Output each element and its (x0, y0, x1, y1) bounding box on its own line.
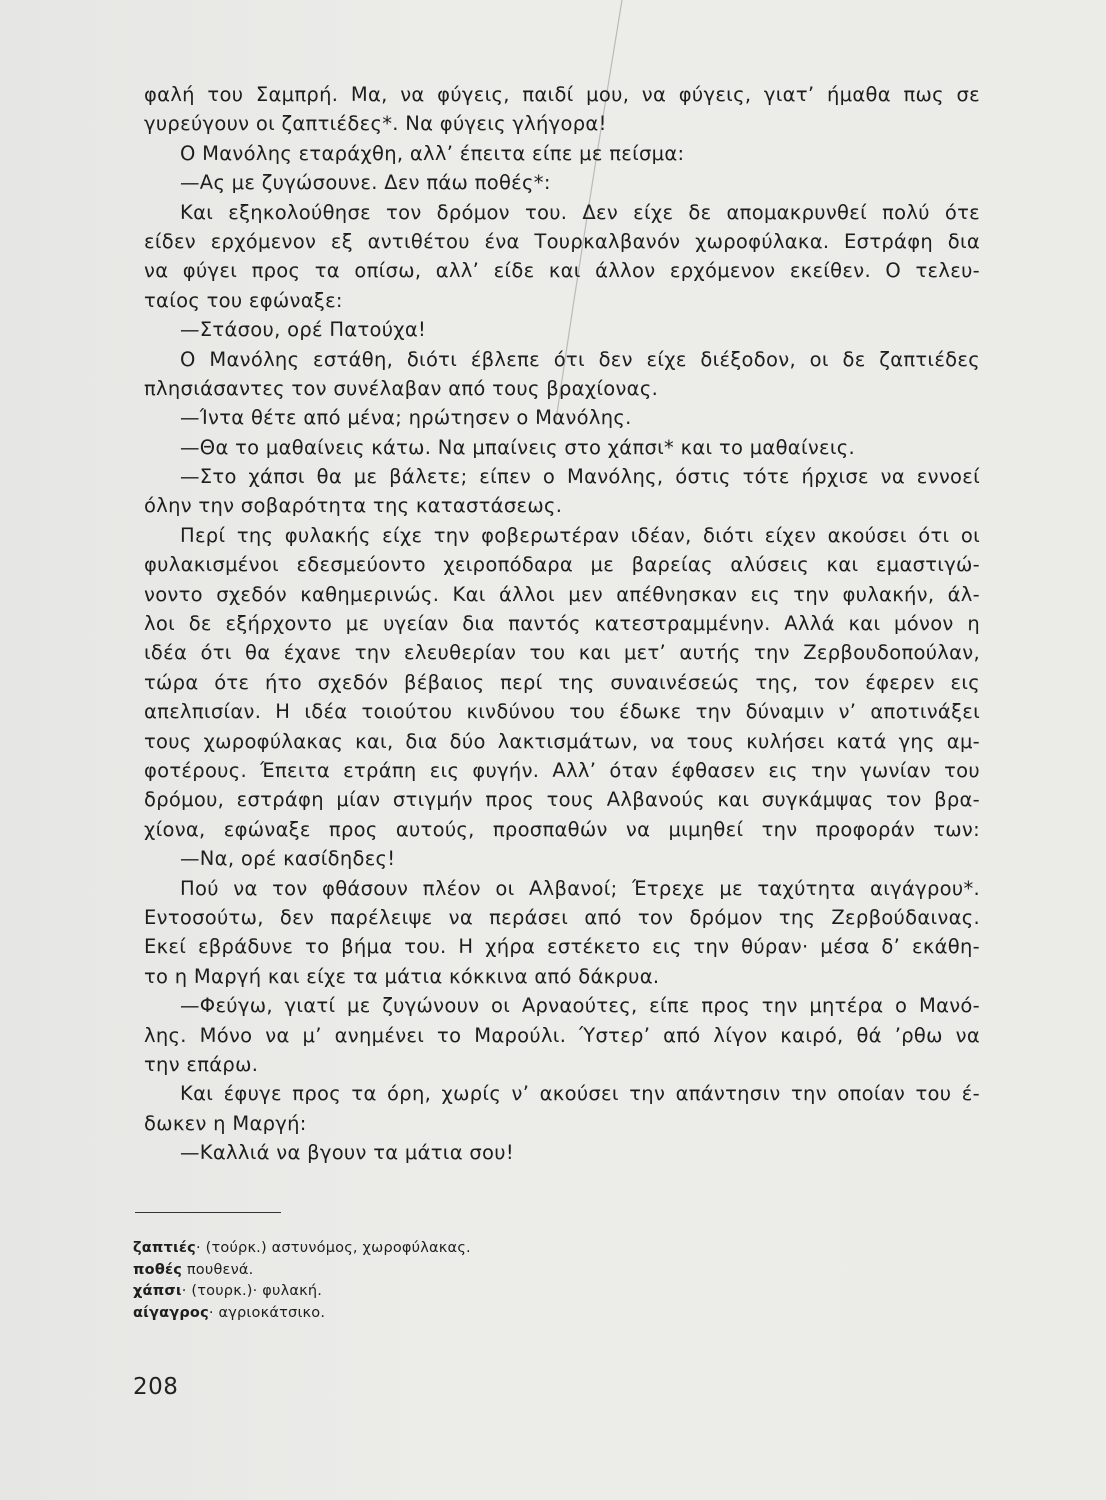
text-line: —Ας με ζυγώσουνε. Δεν πάω ποθές*: (180, 171, 551, 195)
text-line: δρόμου, εστράφη μίαν στιγμήν προς τους Αλβανούς και συγκάμψας τον βρα- (144, 788, 980, 812)
text-line: φαλή του Σαμπρή. Μα, να φύγεις, παιδί μου, να φύγεις, γιατ’ ήμαθα πως σε (144, 83, 980, 106)
footnote-definition: · (τουρκ.)· φυλακή. (181, 1283, 323, 1299)
footnotes (133, 1238, 733, 1324)
text-line: την επάρω. (144, 1052, 259, 1076)
text-line: όλην την σοβαρότητα της καταστάσεως. (144, 494, 563, 518)
text-line: χίονα, εφώναξε προς αυτούς, προσπαθών να μιμηθεί την προφοράν των: (144, 817, 980, 841)
text-line: —Καλλιά να βγουν τα μάτια σου! (180, 1141, 514, 1165)
text-line: Εκεί εβράδυνε το βήμα του. Η χήρα εστέκετο εις την θύραν· μέσα δ’ εκάθη- (144, 935, 980, 959)
text-line: απελπισίαν. Η ιδέα τοιούτου κινδύνου του έδωκε την δύναμιν ν’ αποτινάξει (144, 700, 980, 724)
text-line: φυλακισμένοι εδεσμεύοντο χειροπόδαρα με βαρείας αλύσεις και εμαστιγώ- (144, 553, 980, 577)
page-number: 208 (133, 1374, 179, 1400)
text-line: —Ίντα θέτε από μένα; ηρώτησεν ο Μανόλης. (180, 406, 632, 430)
text-line: —Να, ορέ κασίδηδες! (180, 847, 396, 871)
footnote-term: ζαπτιές (133, 1240, 196, 1256)
text-line: είδεν ερχόμενον εξ αντιθέτου ένα Τουρκαλβανόν χωροφύλακα. Εστράφη δια (144, 229, 980, 253)
text-line: —Στο χάπσι θα με βάλετε; είπεν ο Μανόλης, όστις τότε ήρχισε να εννοεί (180, 465, 980, 489)
text-line: Πού να τον φθάσουν πλέον οι Αλβανοί; Έτρεχε με ταχύτητα αιγάγρου*. (180, 876, 980, 900)
footnote-definition: πουθενά. (182, 1261, 254, 1278)
text-line: —Στάσου, ορέ Πατούχα! (180, 318, 427, 342)
text-line: ταίος του εφώναξε: (144, 288, 343, 312)
text-line: —Φεύγω, γιατί με ζυγώνουν οι Αρναούτες, είπε προς την μητέρα ο Μανό- (180, 994, 980, 1018)
footnote-term: ποθές (133, 1261, 183, 1278)
text-line: γυρεύγουν οι ζαπτιέδες*. Να φύγεις γλήγορα! (144, 112, 607, 136)
text-line: ιδέα ότι θα έχανε την ελευθερίαν του και μετ’ αυτής την Ζερβουδοπούλαν, (144, 641, 980, 665)
text-line: τους χωροφύλακας και, δια δύο λακτισμάτων, να τους κυλήσει κατά γης αμ- (144, 729, 980, 753)
text-line: Ο Μανόλης εταράχθη, αλλ’ έπειτα είπε με πείσμα: (180, 141, 685, 165)
text-line: πλησιάσαντες τον συνέλαβαν από τους βραχίονας. (144, 376, 659, 400)
text-line: Ο Μανόλης εστάθη, διότι έβλεπε ότι δεν είχε διέξοδον, οι δε ζαπτιέδες (180, 347, 980, 371)
text-line: λοι δε εξήρχοντο με υγείαν δια παντός κατεστραμμένην. Αλλά και μόνον η (144, 612, 980, 636)
text-line: λης. Μόνο να μ’ ανημένει το Μαρούλι. Ύστερ’ από λίγον καιρό, θά ’ρθω να (144, 1023, 980, 1047)
text-line: τώρα ότε ήτο σχεδόν βέβαιος περί της συναινέσεώς της, τον έφερεν εις (144, 670, 980, 694)
footnote-item (133, 1303, 733, 1325)
footnote-term: αίγαγρος (133, 1304, 209, 1321)
footnote-item (133, 1260, 733, 1282)
footnote-definition: · αγριοκάτσικο. (208, 1304, 326, 1321)
text-line: το η Μαργή και είχε τα μάτια κόκκινα από δάκρυα. (144, 964, 660, 988)
text-line: νοντο σχεδόν καθημερινώς. Και άλλοι μεν απέθνησκαν εις την φυλακήν, άλ- (144, 582, 980, 606)
body-text (144, 80, 980, 1167)
footnote-item (133, 1238, 733, 1260)
text-line: Και εξηκολούθησε τον δρόμον του. Δεν είχε δε απομακρυνθεί πολύ ότε (180, 200, 980, 224)
footnote-definition: · (τούρκ.) αστυνόμος, χωροφύλακας. (195, 1240, 471, 1256)
text-line: Εντοσούτω, δεν παρέλειψε να περάσει από τον δρόμον της Ζερβούδαινας. (144, 905, 980, 929)
text-line: να φύγει προς τα οπίσω, αλλ’ είδε και άλλον ερχόμενον εκείθεν. Ο τελευ- (144, 259, 980, 283)
footnote-term: χάπσι (133, 1283, 182, 1299)
text-line: Περί της φυλακής είχε την φοβερωτέραν ιδέαν, διότι είχεν ακούσει ότι οι (180, 523, 980, 547)
text-line: —Θα το μαθαίνεις κάτω. Να μπαίνεις στο χάπσι* και το μαθαίνεις. (180, 435, 856, 459)
text-line: δωκεν η Μαργή: (144, 1111, 307, 1135)
footnote-separator (135, 1212, 281, 1213)
text-line: Και έφυγε προς τα όρη, χωρίς ν’ ακούσει την απάντησιν την οποίαν του έ- (180, 1082, 980, 1106)
footnote-item (133, 1281, 733, 1303)
text-line: φοτέρους. Έπειτα ετράπη εις φυγήν. Αλλ’ όταν έφθασεν εις την γωνίαν του (144, 758, 980, 782)
